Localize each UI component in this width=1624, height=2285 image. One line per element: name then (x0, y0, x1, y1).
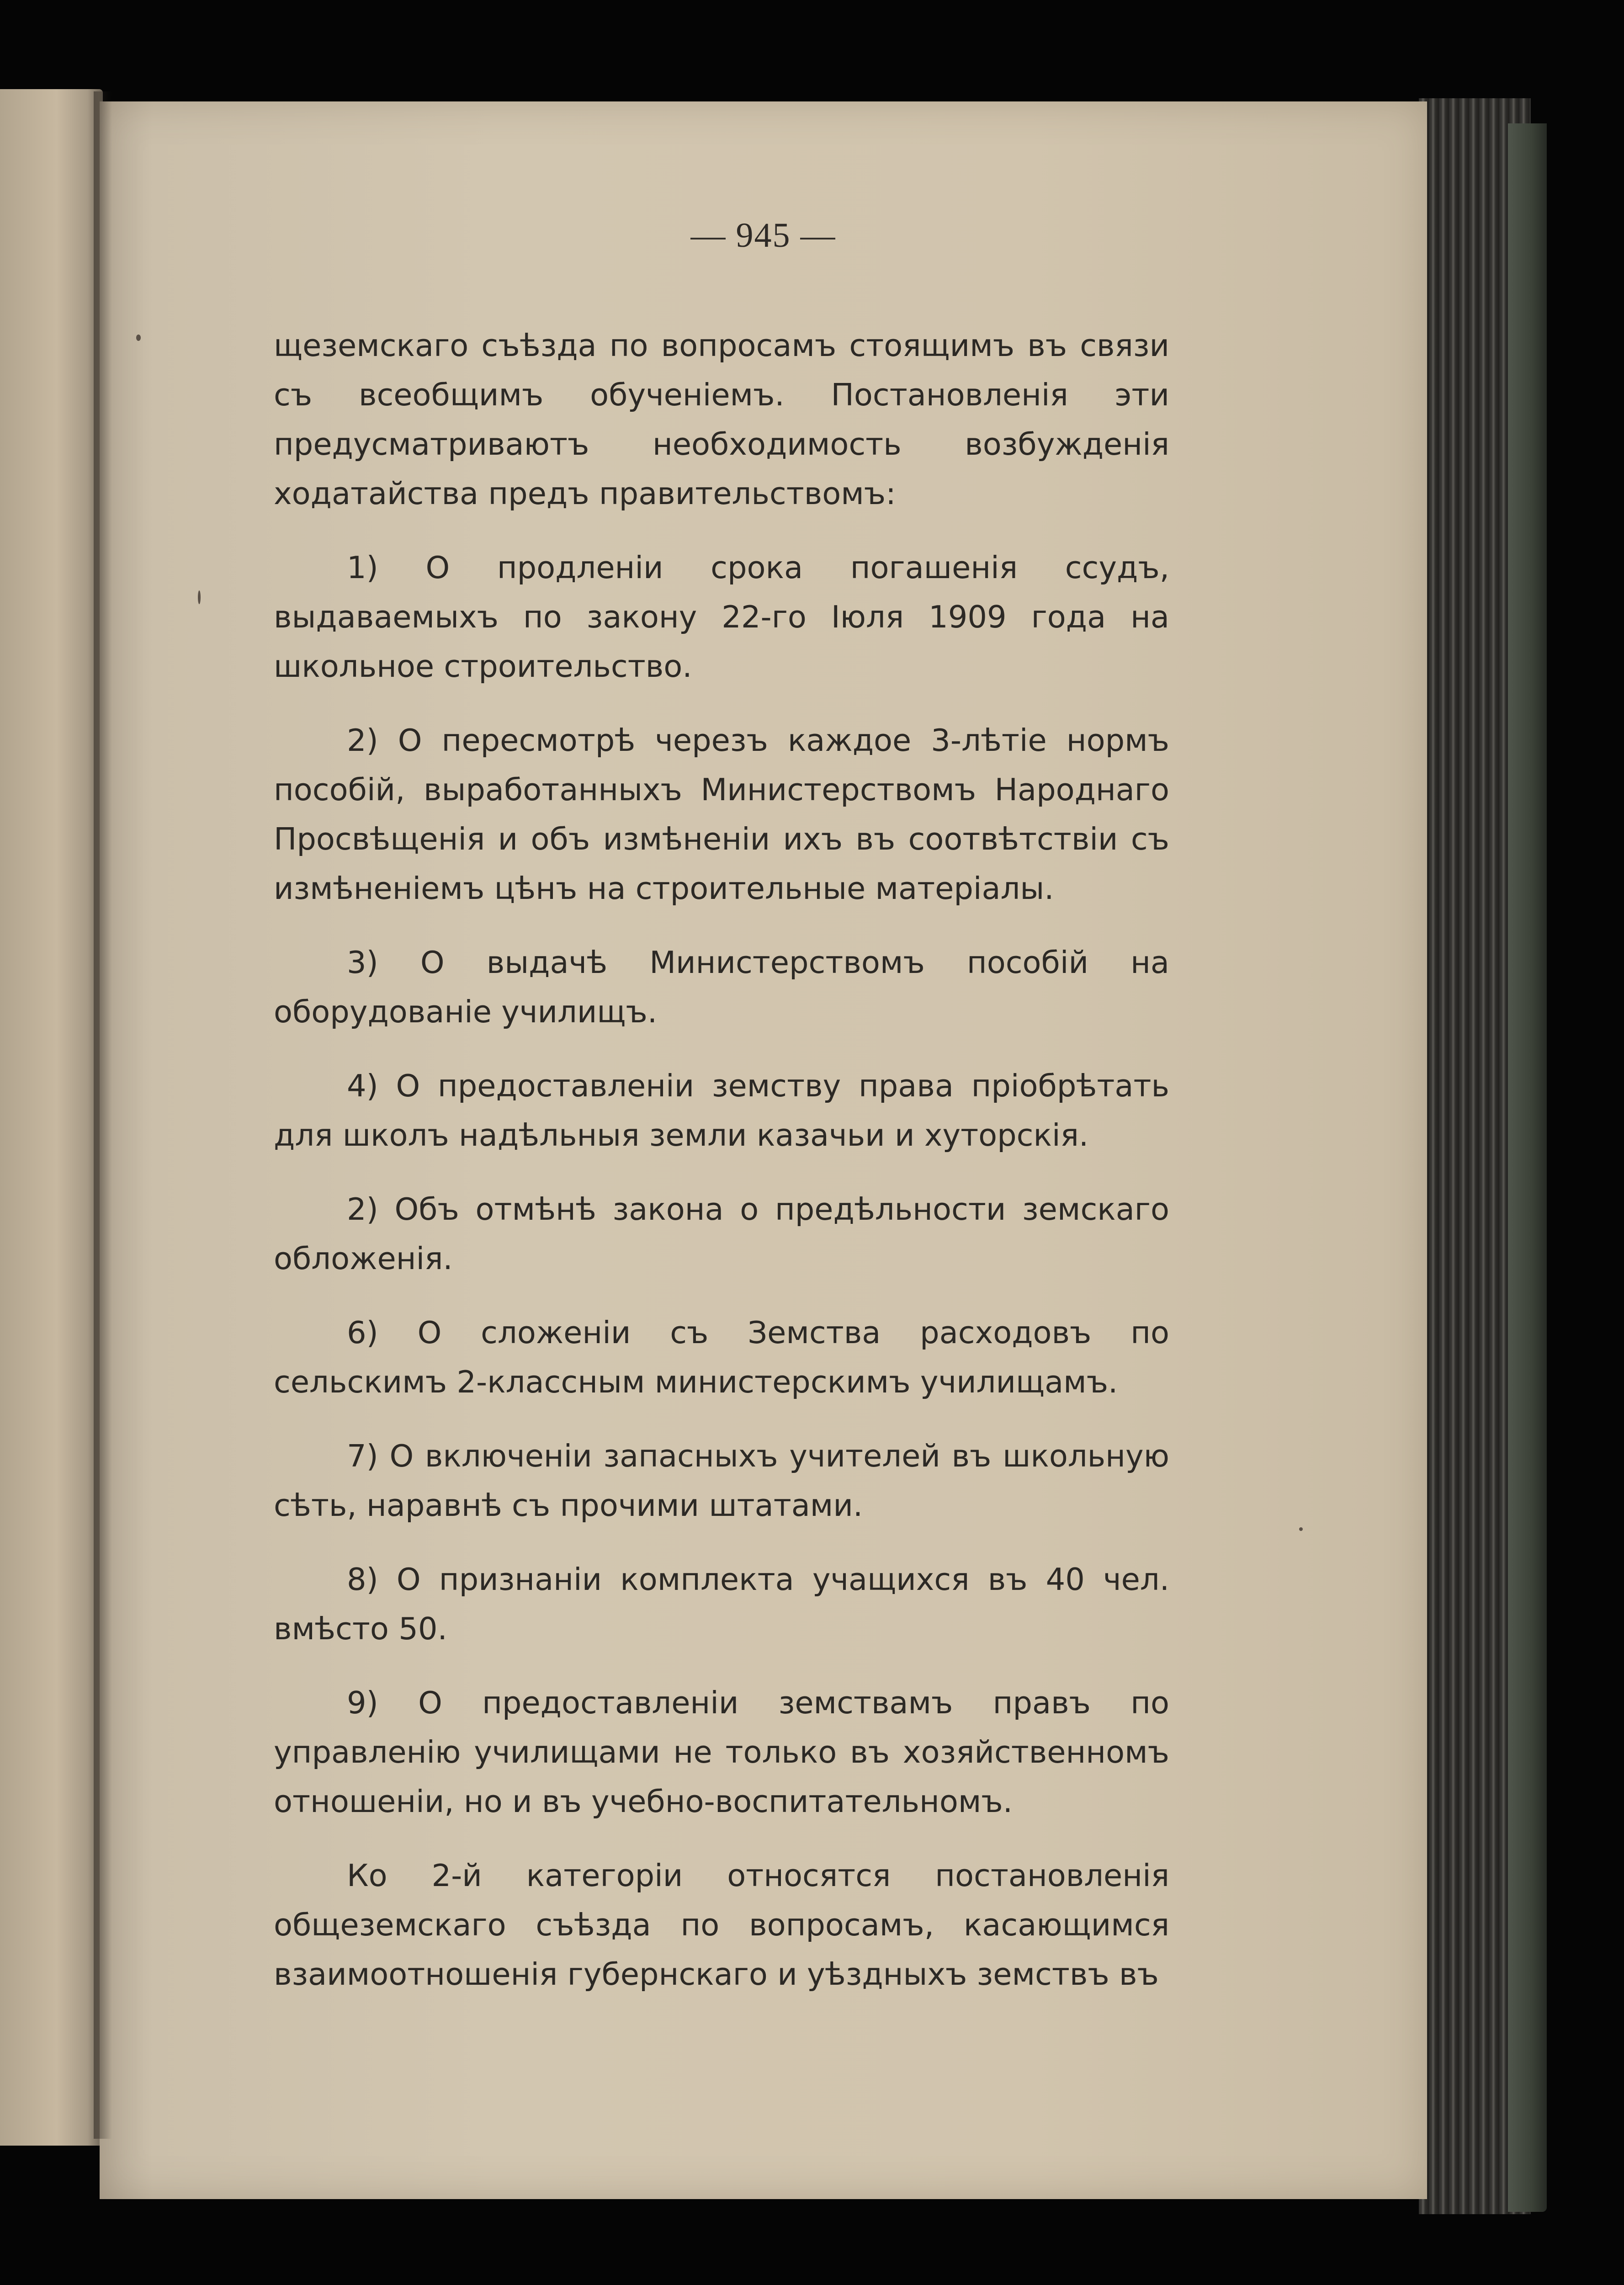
paragraph-item-9: 9) О предоставленіи земствамъ правъ по управленію училищами не только въ хозяйственномъ отношеніи, но и въ учебно-воспитательномъ. (274, 1685, 1169, 1819)
paragraph-item-1: 1) О продленіи срока погашенія ссудъ, выдаваемыхъ по закону 22-го Іюля 1909 года на школьное строительство. (274, 550, 1169, 684)
book-page (100, 101, 1427, 2199)
book-cover-edge (1508, 123, 1547, 2212)
paragraph-item-8: 8) О признаніи комплекта учащихся въ 40 чел. вмѣсто 50. (274, 1562, 1169, 1647)
paragraph-item-5: 2) Объ отмѣнѣ закона о предѣльности земскаго обложенія. (274, 1191, 1169, 1276)
paragraph-category-2: Ко 2-й категоріи относятся постановленія общеземскаго съѣзда по вопросамъ, касающимся взаимоотношенія губернскаго и уѣздныхъ земствъ въ (274, 1858, 1169, 1992)
paragraph-item-7: 7) О включеніи запасныхъ учителей въ школьную сѣть, наравнѣ съ прочими штатами. (274, 1438, 1169, 1523)
left-page-edge (0, 89, 103, 2146)
paragraph-item-3: 3) О выдачѣ Министерствомъ пособій на оборудованіе училищъ. (274, 945, 1169, 1030)
gutter-shadow (94, 91, 112, 2139)
paragraph-item-6: 6) О сложеніи съ Земства расходовъ по сельскимъ 2-классным министерскимъ училищамъ. (274, 1315, 1169, 1400)
page-text (274, 321, 1169, 2024)
paragraph-item-4: 4) О предоставленіи земству права пріобрѣтать для школъ надѣльныя земли казачьи и хуторскія. (274, 1068, 1169, 1153)
paragraph-intro: щеземскаго съѣзда по вопросамъ стоящимъ въ связи съ всеобщимъ обученіемъ. Постановленія эти предусматриваютъ необходимость возбужденія ходатайства предъ правительствомъ: (274, 328, 1169, 511)
page-number: — 945 — (690, 216, 836, 255)
paragraph-item-2: 2) О пересмотрѣ черезъ каждое 3-лѣтіе нормъ пособій, выработанныхъ Министерствомъ Народнаго Просвѣщенія и объ измѣненіи ихъ въ соотвѣтствіи съ измѣненіемъ цѣнъ на строительные матеріалы. (274, 723, 1169, 906)
